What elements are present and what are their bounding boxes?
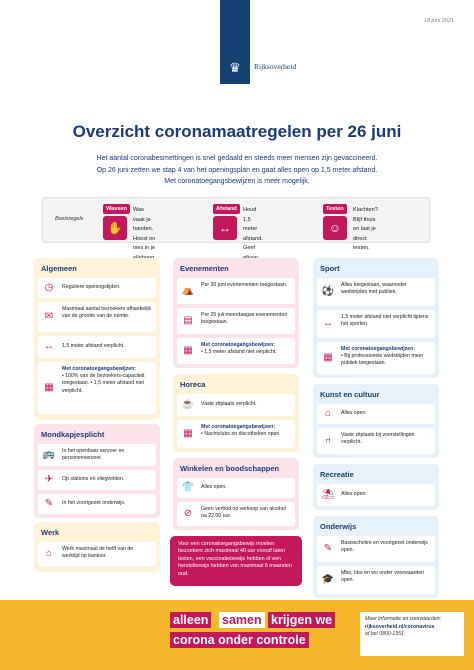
list-item	[177, 420, 295, 448]
list-item	[317, 484, 435, 506]
row-text: 1,5 meter afstand niet verplicht tijdens het sporten.	[341, 314, 429, 328]
distance-icon: ↔	[44, 341, 54, 352]
logo-text: Rijksoverheid	[254, 62, 297, 71]
rule-line: Geef	[243, 245, 256, 251]
rule-tag: Wassen	[103, 204, 130, 214]
qr-code-icon: ▦	[44, 382, 54, 393]
waiter-icon: ☕	[181, 399, 195, 410]
card-onderwijs	[313, 516, 439, 598]
row-bold: Met coronatoegangsbewijzen:	[201, 342, 276, 348]
rule-line: afstand.	[243, 235, 263, 242]
card-sport	[313, 258, 439, 378]
card-title: Evenementen	[180, 264, 229, 273]
row-bold: Met coronatoegangsbewijzen:	[62, 366, 137, 372]
row-text: Geen verbod op verkoop van alcohol na 22.00 uur.	[201, 506, 286, 520]
card-werk	[34, 522, 160, 572]
sport-icon: ⚽	[321, 286, 335, 297]
list-item	[177, 308, 295, 334]
intro-line: Met coronatoegangsbewijzen is meer mogelijk.	[164, 178, 310, 185]
intro-line: Het aantal coronabesmettingen is snel gedaald en steeds meer mensen zijn gevaccineerd.	[96, 155, 378, 162]
list-item	[317, 566, 435, 594]
date-label: 18 juni 2021	[424, 18, 454, 24]
seat-icon: ⑁	[325, 435, 331, 446]
rule-line: Hoest en nies in je	[133, 235, 156, 251]
slogan-word: alleen	[170, 612, 211, 628]
row-text: In het openbaar vervoer en personenvervoer.	[62, 448, 125, 462]
school-icon: ✎	[44, 498, 54, 509]
row-text: 1,5 meter afstand verplicht.	[62, 343, 125, 349]
distance-icon: ↔	[213, 216, 237, 240]
slide-icon: ⛱	[321, 489, 335, 500]
row-text	[341, 346, 431, 368]
row-text: Mbo, hbo en wo onder voorwaarden open.	[341, 570, 425, 584]
card-title: Winkelen en boodschappen	[180, 464, 280, 473]
list-item	[177, 502, 295, 526]
row-text: Vaste zitplaats verplicht.	[201, 401, 257, 407]
list-item	[317, 310, 435, 338]
school-icon: ✎	[323, 543, 333, 554]
hands-wash-icon: ✋	[103, 216, 127, 240]
card-evenementen	[173, 258, 299, 368]
rule-text	[133, 206, 156, 263]
theater-icon: ⌂	[324, 408, 332, 419]
row-text: Reguliere openingstijden.	[62, 284, 121, 290]
row-detail: • Nachtclubs en discotheken open.	[201, 431, 281, 438]
row-text: Basisscholen en voortgezet onderwijs open.	[341, 540, 428, 554]
rule-line: direct testen.	[353, 235, 370, 251]
list-item	[317, 428, 435, 454]
row-text: Werk maximaal de helft van de werktijd op kantoor.	[62, 546, 134, 560]
card-title: Onderwijs	[320, 522, 357, 531]
list-item	[317, 536, 435, 562]
row-bold: Met coronatoegangsbewijzen:	[341, 346, 416, 352]
row-text: Per 25 juli meerdaagse evenementen toegestaan.	[201, 312, 288, 326]
footer-banner	[0, 600, 474, 670]
row-text: Alles toegestaan, waaronder wedstrijden met publiek.	[341, 282, 407, 296]
row-text: Vaste zitplaats bij voorstellingen verplicht.	[341, 432, 415, 446]
test-icon: ☺	[323, 216, 347, 240]
rule-text	[353, 206, 378, 254]
list-item	[317, 278, 435, 306]
list-item	[38, 302, 156, 332]
house-icon: ⌂	[45, 548, 53, 559]
rule-tag: Testen	[323, 204, 347, 214]
row-text: Alles open.	[341, 410, 367, 416]
slogan-word: corona onder controle	[170, 632, 309, 648]
clock-icon: ◷	[44, 282, 54, 293]
list-item	[177, 338, 295, 364]
qr-code-icon: ▦	[183, 345, 193, 356]
card-title: Mondkapjesplicht	[41, 430, 105, 439]
row-text: In het voortgezet onderwijs.	[62, 500, 126, 506]
card-horeca	[173, 374, 299, 452]
card-title: Sport	[320, 264, 340, 273]
card-title: Algemeen	[41, 264, 77, 273]
rule-line: Was vaak je handen.	[133, 207, 154, 232]
basisregels-box	[42, 197, 430, 251]
row-text: Alles open.	[201, 484, 227, 490]
tent-icon: ⛺	[181, 285, 195, 296]
list-item	[38, 444, 156, 466]
card-winkelen	[173, 458, 299, 530]
shirt-icon: 👕	[181, 482, 195, 493]
slogan-word: krijgen we	[268, 612, 335, 628]
info-link[interactable]: rijksoverheid.nl/coronavirus	[365, 623, 435, 630]
list-item	[317, 342, 435, 374]
list-item	[177, 394, 295, 416]
bus-icon: 🚌	[42, 449, 56, 460]
card-mondkapjesplicht	[34, 424, 160, 518]
card-title: Horeca	[180, 380, 206, 389]
row-text: Maximaal aantal bezoekers afhankelijk van de grootte van de ruimte.	[62, 306, 152, 320]
row-text: Per 30 juni evenementen toegestaan.	[201, 282, 288, 288]
row-detail: • 100% van de bezoekers-capaciteit toegestaan. • 1,5 meter afstand niet verplicht.	[62, 373, 145, 394]
list-item	[38, 278, 156, 298]
info-line: of bel 0800-1351	[365, 631, 404, 637]
rule-line: Houd 1,5 meter	[243, 207, 258, 232]
plane-icon: ✈	[44, 474, 54, 485]
list-item	[38, 470, 156, 490]
row-text	[201, 424, 291, 438]
qr-code-icon: ▦	[323, 352, 333, 363]
rule-line: Klachten?	[353, 207, 378, 213]
list-item	[317, 404, 435, 424]
row-text: Alles open.	[341, 491, 367, 497]
row-text	[62, 366, 152, 395]
row-text: Op stations en vliegvelden.	[62, 476, 125, 482]
row-detail: • Bij professionele wedstrijden meer publiek toegestaan.	[341, 353, 424, 367]
list-item	[38, 336, 156, 358]
list-item	[177, 278, 295, 304]
card-title: Kunst en cultuur	[320, 390, 380, 399]
alcohol-ban-icon: ⊘	[183, 508, 193, 519]
info-box	[360, 612, 464, 656]
test-note: Voor een coronatoegangsbewijs moeten bezoekers zich maximaal 40 uur vooraf laten testen, een vaccinatiebewijs hebben of een herstelbewijs hebben van maximaal 6 maanden oud.	[170, 536, 302, 586]
slogan-word: samen	[219, 612, 265, 628]
row-text	[201, 342, 291, 356]
card-kunst	[313, 384, 439, 458]
calendar-icon: ▤	[183, 315, 193, 326]
basisregels-label: Basisregels	[55, 216, 84, 222]
graduation-icon: 🎓	[321, 574, 335, 585]
card-title: Werk	[41, 528, 60, 537]
envelope-icon: ✉	[44, 311, 54, 322]
intro-text	[70, 153, 404, 188]
page-title: Overzicht coronamaatregelen per 26 juni	[72, 122, 402, 141]
rule-line: Blijf thuis en laat je	[353, 216, 376, 232]
card-algemeen	[34, 258, 160, 420]
row-detail: • 1,5 meter afstand niet verplicht.	[201, 349, 277, 356]
distance-icon: ↔	[323, 318, 333, 329]
crest-icon: ♛	[229, 60, 241, 75]
list-item	[38, 542, 156, 566]
info-line: Meer informatie en voorwaarden:	[365, 616, 442, 622]
list-item	[38, 494, 156, 514]
list-item	[38, 362, 156, 414]
intro-line: Op 26 juni zetten we stap 4 van het openingsplan en gaat alles open op 1,5 meter afstand.	[96, 166, 378, 174]
qr-code-icon: ▦	[183, 428, 193, 439]
row-bold: Met coronatoegangsbewijzen:	[201, 424, 276, 430]
rule-tag: Afstand	[213, 204, 240, 214]
list-item	[177, 478, 295, 498]
card-title: Recreatie	[320, 470, 354, 479]
card-recreatie	[313, 464, 439, 510]
